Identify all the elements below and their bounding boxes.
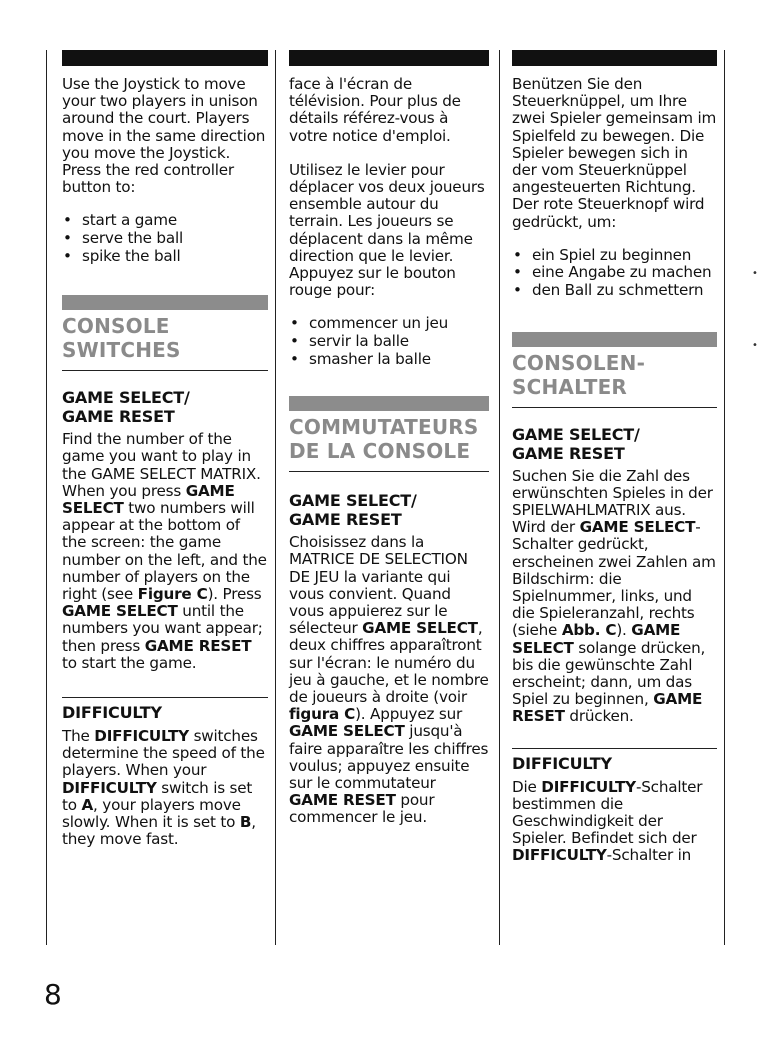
- column-rule-4: [724, 50, 725, 945]
- section-title-line-2: SWITCHES: [62, 338, 181, 363]
- column-rule-1: [46, 50, 47, 945]
- column-french: [289, 50, 489, 827]
- section-rule: [512, 407, 717, 408]
- subsection-title-line-2: GAME RESET: [512, 443, 625, 463]
- difficulty-text: The DIFFICULTY switches determine the speed of the players. When your DIFFICULTY switch is set to A, your players move slowly. When it is set to B, they move fast.: [62, 727, 265, 849]
- list-item: • smasher la balle: [289, 351, 489, 369]
- difficulty-text: Die DIFFICULTY-Schalter bestimmen die Geschwindigkeit der Spieler. Befindet sich der DIFFICULTY-Schalter in: [512, 777, 703, 865]
- list-item: • spike the ball: [62, 248, 268, 266]
- intro-text: Benützen Sie den Steuerknüppel, um Ihre zwei Spieler gemeinsam im Spielfeld zu bewegen. Die Spieler bewegen sich in der vom Steuerknüppel angesteuerten Richtung. Der rote Steuerknopf wird gedrückt, um:: [512, 75, 717, 231]
- list-item: • serve the ball: [62, 230, 268, 248]
- intro-text-1: face à l'écran de télévision. Pour plus de détails référez-vous à votre notice d'emploi.: [289, 75, 461, 145]
- list-item: • eine Angabe zu machen: [512, 264, 717, 282]
- difficulty-title: DIFFICULTY: [62, 703, 162, 723]
- section-title-line-2: SCHALTER: [512, 374, 628, 399]
- section-heading: [512, 351, 717, 399]
- section-title-line-1: COMMUTATEURS: [289, 415, 479, 440]
- section-rule: [62, 697, 268, 698]
- game-select-text: Suchen Sie die Zahl des erwünschten Spieles in der SPIELWAHLMATRIX aus. Wird der GAME SELECT-Schalter gedrückt, erscheinen zwei Zahlen am Bildschirm: die Spielnummer, links, und die Spieleranzahl, rechts (siehe Abb. C). GAME SELECT solange drücken, bis die gewünschte Zahl erscheint; dann, um das Spiel zu beginnen, GAME RESET drücken.: [512, 466, 716, 726]
- game-select-text: Find the number of the game you want to play in the GAME SELECT MATRIX. When you press GAME SELECT two numbers will appear at the bottom of the screen: the game number on the left, and the number of players on the right (see Figure C). Press GAME SELECT until the numbers you want appear; then press GAME RESET to start the game.: [62, 430, 267, 672]
- bullet-list: [62, 212, 268, 265]
- column-rule-3: [499, 50, 500, 945]
- column-top-bar: [289, 50, 489, 66]
- section-rule: [289, 471, 489, 472]
- column-english: [62, 50, 268, 848]
- bullet-list: [289, 315, 489, 368]
- section-heading: [289, 415, 489, 463]
- game-select-text: Choisissez dans la MATRICE DE SELECTION DE JEU la variante qui vous convient. Quand vous appuierez sur le sélecteur GAME SELECT, deux chiffres apparaîtront sur l'écran: le numéro du jeu à gauche, et le nombre de joueurs à droite (voir figura C). Appuyez sur GAME SELECT jusqu'à faire apparaître les chiffres voulus; appuyez ensuite sur le commutateur GAME RESET pour commencer le jeu.: [289, 533, 489, 827]
- subsection-heading: [289, 491, 489, 529]
- list-item: • servir la balle: [289, 333, 489, 351]
- section-rule: [512, 748, 717, 749]
- subsection-heading: [512, 425, 717, 463]
- scan-mark: •: [752, 268, 758, 279]
- section-gray-bar: [289, 396, 489, 411]
- section-title-line-2: DE LA CONSOLE: [289, 439, 471, 464]
- subsection-title-line-1: GAME SELECT/: [62, 388, 190, 408]
- subsection-heading: [62, 388, 268, 426]
- difficulty-title: DIFFICULTY: [512, 753, 612, 773]
- section-title-line-1: CONSOLE: [62, 314, 170, 339]
- section-gray-bar: [62, 295, 268, 310]
- list-item: • ein Spiel zu beginnen: [512, 247, 717, 265]
- bullet-list: [512, 247, 717, 300]
- subsection-title-line-1: GAME SELECT/: [289, 491, 417, 511]
- section-title-line-1: CONSOLEN-: [512, 350, 646, 375]
- section-heading: [62, 314, 268, 362]
- column-rule-2: [275, 50, 276, 945]
- section-rule: [62, 370, 268, 371]
- page-number: 8: [44, 978, 62, 1011]
- list-item: • den Ball zu schmettern: [512, 282, 717, 300]
- list-item: • commencer un jeu: [289, 315, 489, 333]
- subsection-title-line-2: GAME RESET: [62, 407, 175, 427]
- column-top-bar: [62, 50, 268, 66]
- scan-mark: •: [752, 340, 758, 351]
- column-german: [512, 50, 717, 865]
- intro-text: Use the Joystick to move your two players in unison around the court. Players move in the same direction you move the Joystick. Press the red controller button to:: [62, 75, 266, 197]
- column-top-bar: [512, 50, 717, 66]
- subsection-title-line-2: GAME RESET: [289, 510, 402, 530]
- intro-text-2: Utilisez le levier pour déplacer vos deux joueurs ensemble autour du terrain. Les joueurs se déplacent dans la même direction que le levier. Appuyez sur le bouton rouge pour:: [289, 160, 485, 300]
- section-gray-bar: [512, 332, 717, 347]
- list-item: • start a game: [62, 212, 268, 230]
- subsection-title-line-1: GAME SELECT/: [512, 424, 640, 444]
